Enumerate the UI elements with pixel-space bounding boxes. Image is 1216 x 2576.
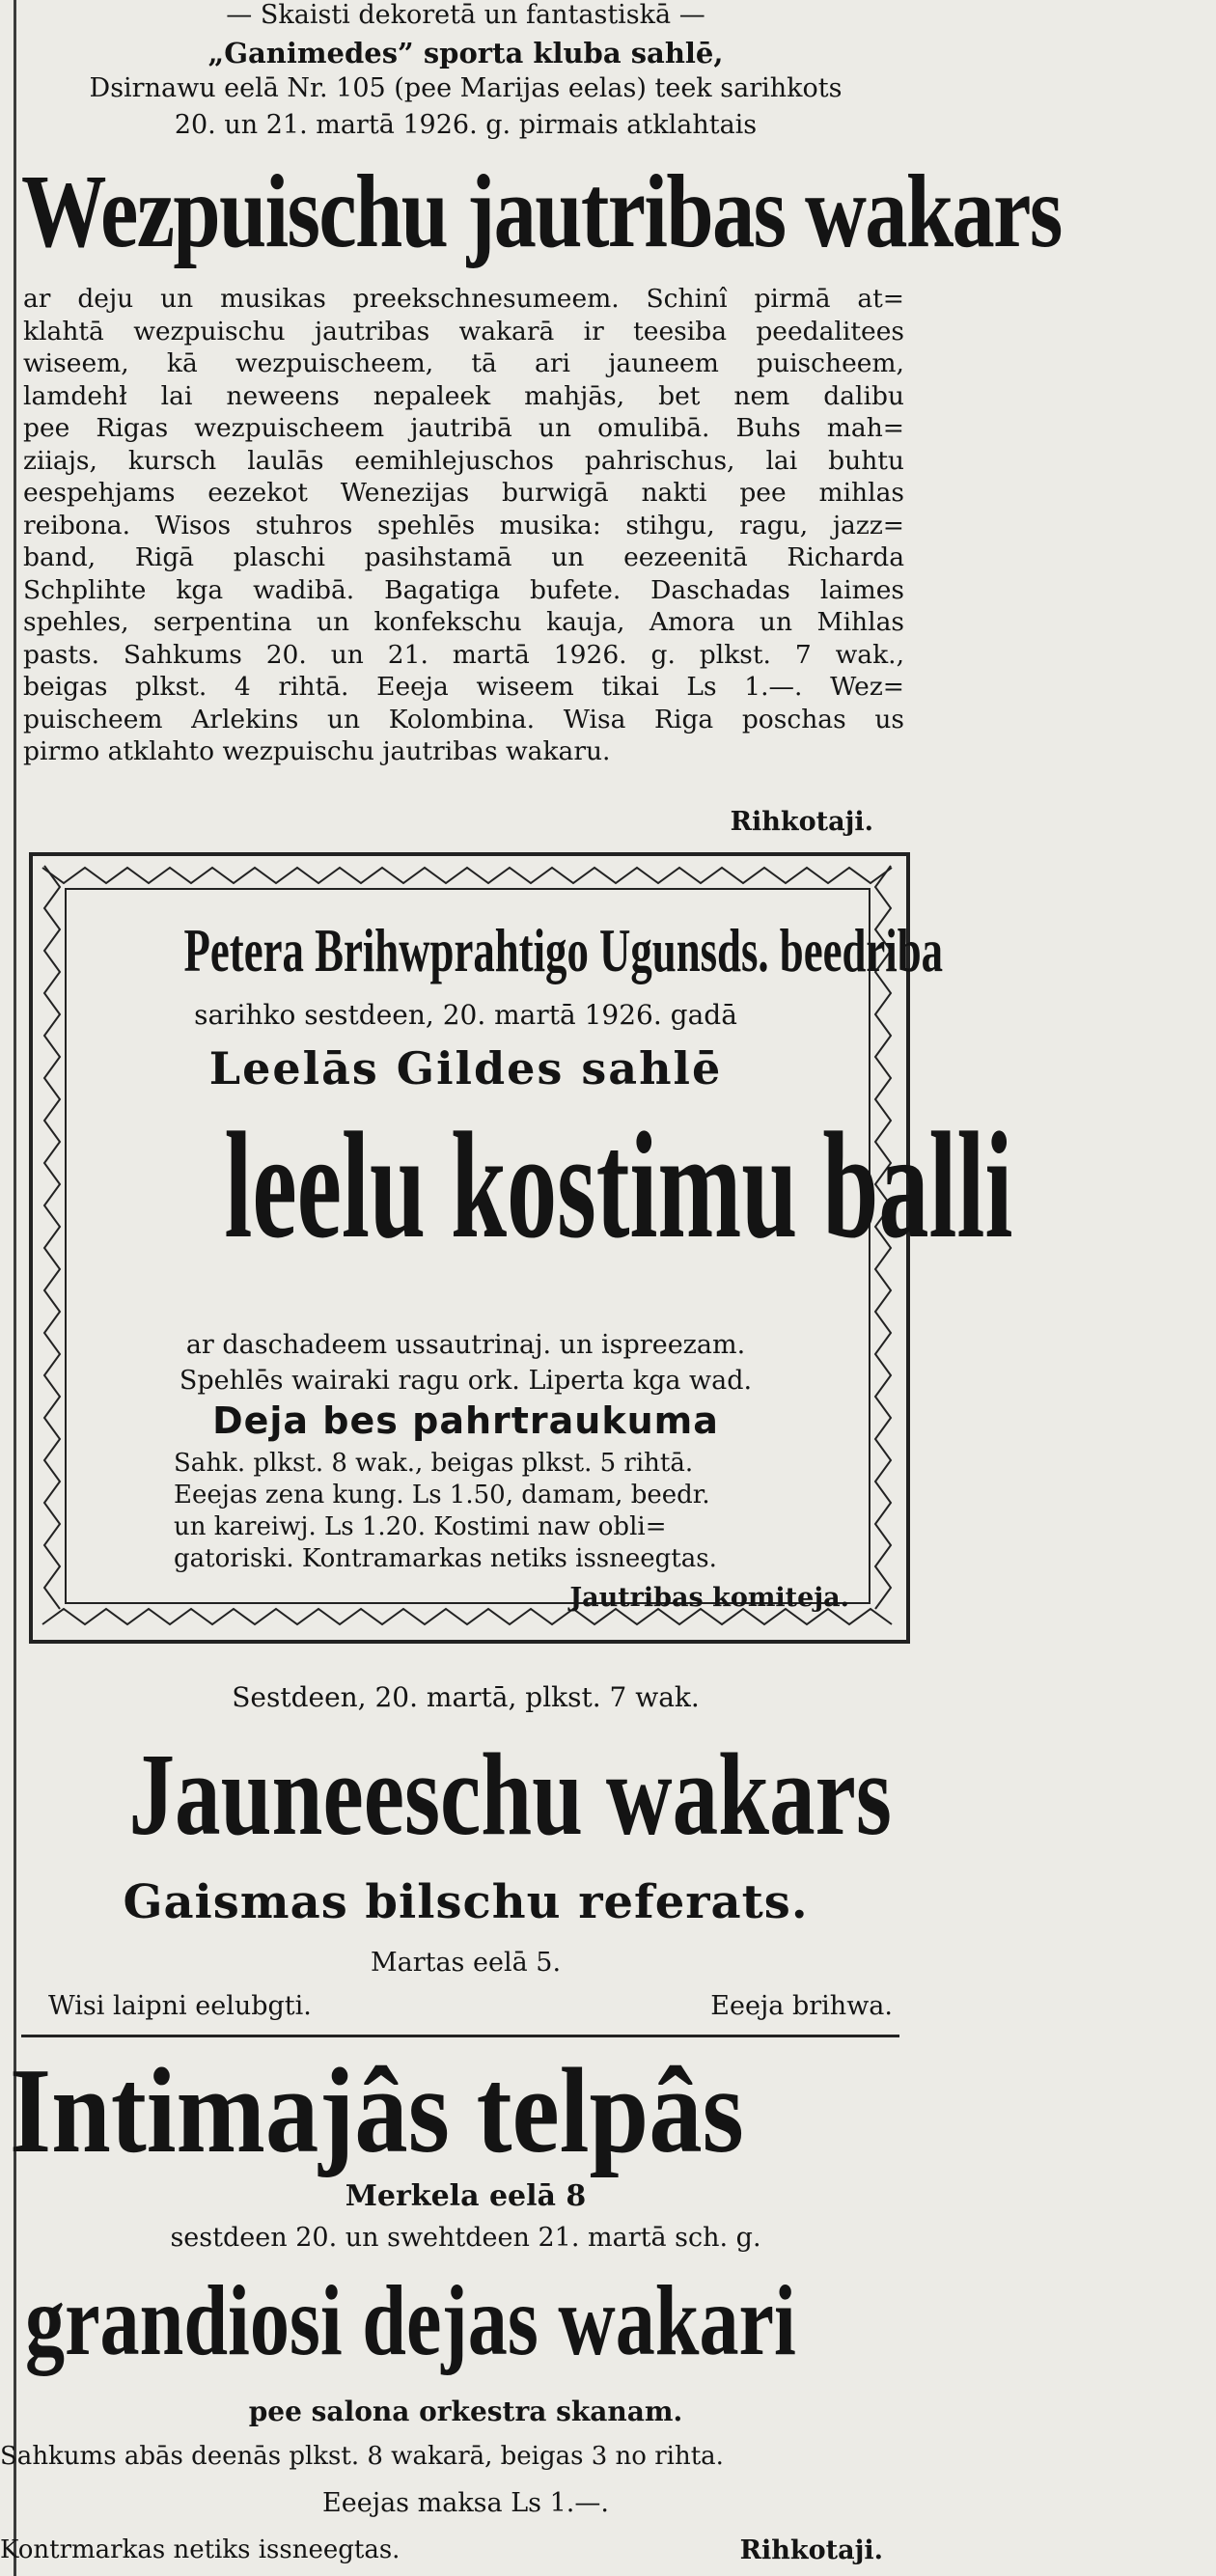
ad4-title-box: [10, 2042, 910, 2177]
ad3-date-line: Sestdeen, 20. martā, plkst. 7 wak.: [232, 1681, 700, 1713]
ad3-title: Jauneeschu wakars: [128, 1730, 892, 1860]
ad1-body-line: reibona. Wisos stuhros spehlēs musika: stihgu, ragu, jazz=: [23, 510, 904, 540]
ad1-body: [23, 283, 904, 768]
ad1-body-line: lamdehł lai neweens nepaleek mahjās, bet nem dalibu: [23, 380, 904, 411]
ad1-body-line: puischeem Arlekins un Kolombina. Wisa Riga poschas us: [23, 704, 904, 734]
ad4-date-line: sestdeen 20. un swehtdeen 21. martā sch. g.: [170, 2223, 761, 2253]
ad4-signature: Rihkotaji.: [739, 2535, 883, 2565]
ad4-time-line: Sahkums abās deenās plkst. 8 wakarā, beigas 3 no rihta.: [0, 2442, 724, 2471]
ad4-music: pee salona orkestra skanam.: [248, 2396, 683, 2427]
column-rule: [14, 0, 16, 2576]
ad2-date-line: sarihko sestdeen, 20. martā 1926. gadā: [194, 999, 737, 1031]
ad2-title-box: [21, 1098, 1013, 1282]
ad1-body-line: pirmo atklahto wezpuischu jautribas wakaru.: [23, 736, 611, 766]
ad2-society-box: [21, 915, 944, 1002]
ad1-title: Wezpuischu jautribas wakars: [21, 154, 1062, 269]
ad1-body-line: ar deju un musikas preekschnesumeem. Schinî pirmā at=: [23, 284, 904, 314]
ad3-left-note: Wisi laipni eelubgti.: [48, 1991, 312, 2021]
ad4-fee-line: Eeejas maksa Ls 1.—.: [322, 2488, 609, 2518]
ad4-title2: grandiosi dejas wakari: [25, 2265, 796, 2376]
ad3-address: Martas eelā 5.: [370, 1948, 562, 1978]
ad2-info-line: un kareiwj. Ls 1.20. Kostimi naw obli=: [174, 1512, 667, 1541]
ad4-address: Merkela eelā 8: [345, 2179, 587, 2213]
ad1-title-box: [21, 152, 1062, 278]
ad1-body-line: pee Rigas wezpuischeem jautribā un omulibā. Buhs mah=: [23, 413, 904, 443]
ad1-body-line: Schplihte kga wadibā. Bagatiga bufete. Daschadas laimes: [23, 574, 904, 605]
ad4-title: Intimajâs telpâs: [10, 2044, 744, 2178]
ad2-dance: Deja bes pahrtraukuma: [212, 1399, 719, 1442]
ad3-title-box: [21, 1728, 910, 1863]
ad2-society: Petera Brihwprahtigo Ugunsds. beedriba: [183, 916, 944, 984]
ad1-body-line: beigas plkst. 4 rihtā. Eeeja wiseem tikai Ls 1.—. Wez=: [23, 672, 904, 702]
ad1-body-line: pasts. Sahkums 20. un 21. martā 1926. g. plkst. 7 wak.,: [23, 639, 904, 670]
separator-rule: [21, 2035, 899, 2037]
ad1-body-line: klahtā wezpuischu jautribas wakarā ir teesiba peedalitees: [23, 316, 904, 346]
ad2-venue: Leelās Gildes sahlē: [208, 1042, 723, 1094]
ad1-body-line: wiseem, kā wezpuischeem, tā ari jauneem puischeem,: [23, 348, 904, 378]
ad2-info-line: Sahk. plkst. 8 wak., beigas plkst. 5 rihtā.: [174, 1449, 694, 1478]
ad1-body-line: eespehjams eezekot Wenezijas burwigā nakti pee mihlas: [23, 478, 904, 508]
ad3-right-note: Eeeja brihwa.: [710, 1991, 893, 2021]
ad2-line1: ar daschadeem ussautrinaj. un ispreezam.: [185, 1330, 746, 1360]
ad1-header: — Skaisti dekoretā un fantastiskā —: [226, 0, 705, 30]
ad1-body-line: ziiajs, kursch laulās eemihlejuschos pahrischus, lai buhtu: [23, 445, 904, 476]
ad1-body-line: spehles, serpentina un konfekschu kauja, Amora un Mihlas: [23, 607, 904, 637]
ad1-club: „Ganimedes” sporta kluba sahlē,: [207, 37, 724, 69]
ad1-signature: Rihkotaji.: [730, 807, 873, 837]
ad3-subtitle: Gaismas bilschu referats.: [123, 1875, 809, 1929]
ad1-address: Dsirnawu eelā Nr. 105 (pee Marijas eelas) teek sarihkots: [89, 73, 843, 103]
ad2-signature: Jautribas komiteja.: [569, 1583, 849, 1613]
ad2-line2: Spehlēs wairaki ragu ork. Liperta kga wad.: [179, 1366, 753, 1396]
ad1-date-line: 20. un 21. martā 1926. g. pirmais atklahtais: [174, 110, 758, 140]
ad4-left-note: Kontrmarkas netiks issneegtas.: [0, 2535, 401, 2564]
ad2-info-line: Eeejas zena kung. Ls 1.50, damam, beedr.: [174, 1481, 710, 1510]
ad2-info-line: gatoriski. Kontramarkas netiks issneegtas.: [174, 1544, 717, 1573]
ad2-info: [174, 1448, 910, 1575]
ad2-title: leelu kostimu balli: [224, 1101, 1013, 1270]
ad1-body-line: band, Rigā plaschi pasihstamā un eezeenitā Richarda: [23, 542, 904, 572]
ad4-title2-box: [25, 2263, 910, 2377]
